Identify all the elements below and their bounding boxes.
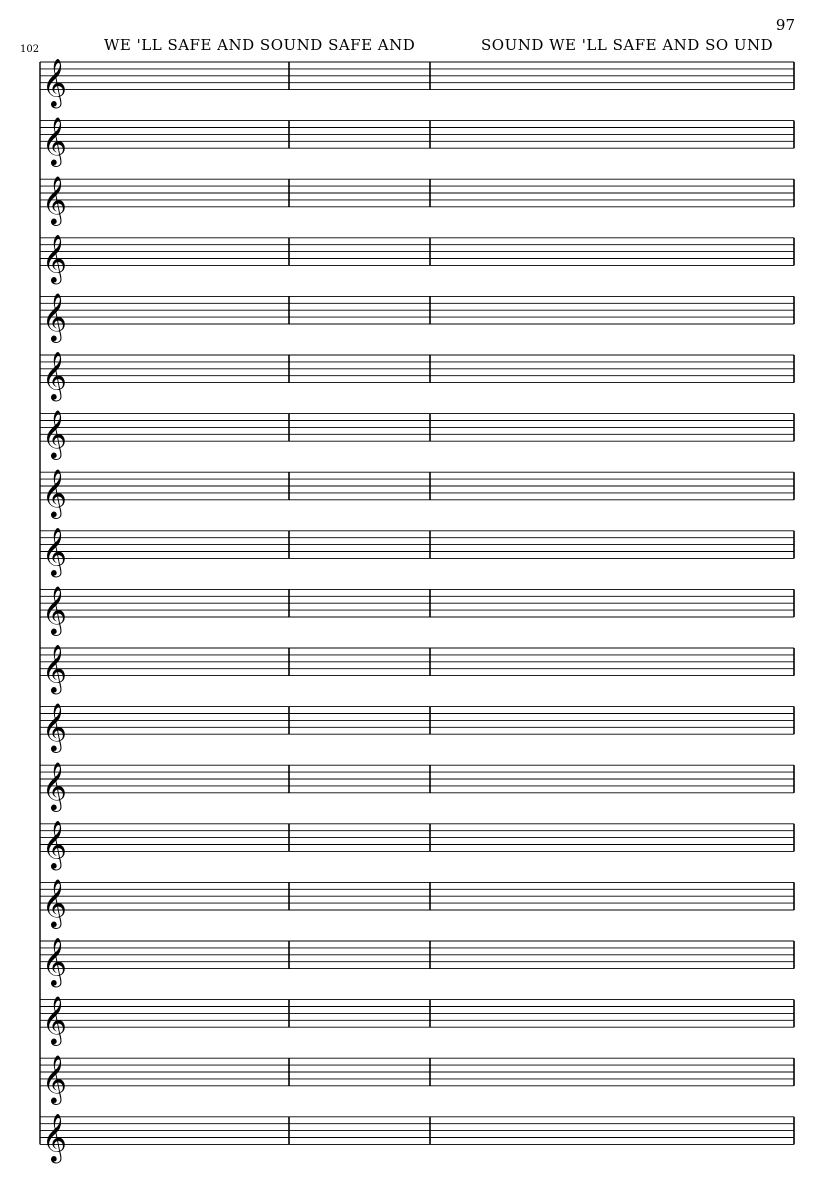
treble-clef-icon: 𝄞: [42, 409, 67, 459]
treble-clef-icon: 𝄞: [42, 585, 67, 634]
treble-clef-icon: 𝄞: [42, 467, 67, 517]
treble-clef-icon: 𝄞: [42, 116, 67, 166]
measure-number: 102: [20, 44, 40, 55]
treble-clef-icon: 𝄞: [42, 936, 67, 986]
lyric-segment-2: SOUND WE 'LL SAFE AND SO UND: [481, 36, 774, 54]
treble-clef-icon: 𝄞: [42, 526, 67, 576]
treble-clef-icon: 𝄞: [42, 292, 67, 341]
treble-clef-icon: 𝄞: [42, 819, 67, 869]
treble-clef-icon: 𝄞: [42, 233, 67, 283]
treble-clef-icon: 𝄞: [42, 350, 67, 400]
lyric-segment-1: WE 'LL SAFE AND SOUND SAFE AND: [104, 36, 416, 54]
treble-clef-icon: 𝄞: [42, 174, 67, 224]
treble-clef-icon: 𝄞: [42, 995, 67, 1045]
page-number: 97: [775, 16, 795, 34]
treble-clef-icon: 𝄞: [42, 702, 67, 752]
treble-clef-icon: 𝄞: [42, 878, 67, 927]
treble-clef-icon: 𝄞: [42, 57, 67, 107]
treble-clef-icon: 𝄞: [42, 760, 67, 810]
treble-clef-icon: 𝄞: [42, 643, 67, 693]
treble-clef-icon: 𝄞: [42, 1112, 67, 1162]
treble-clef-icon: 𝄞: [42, 1053, 67, 1103]
